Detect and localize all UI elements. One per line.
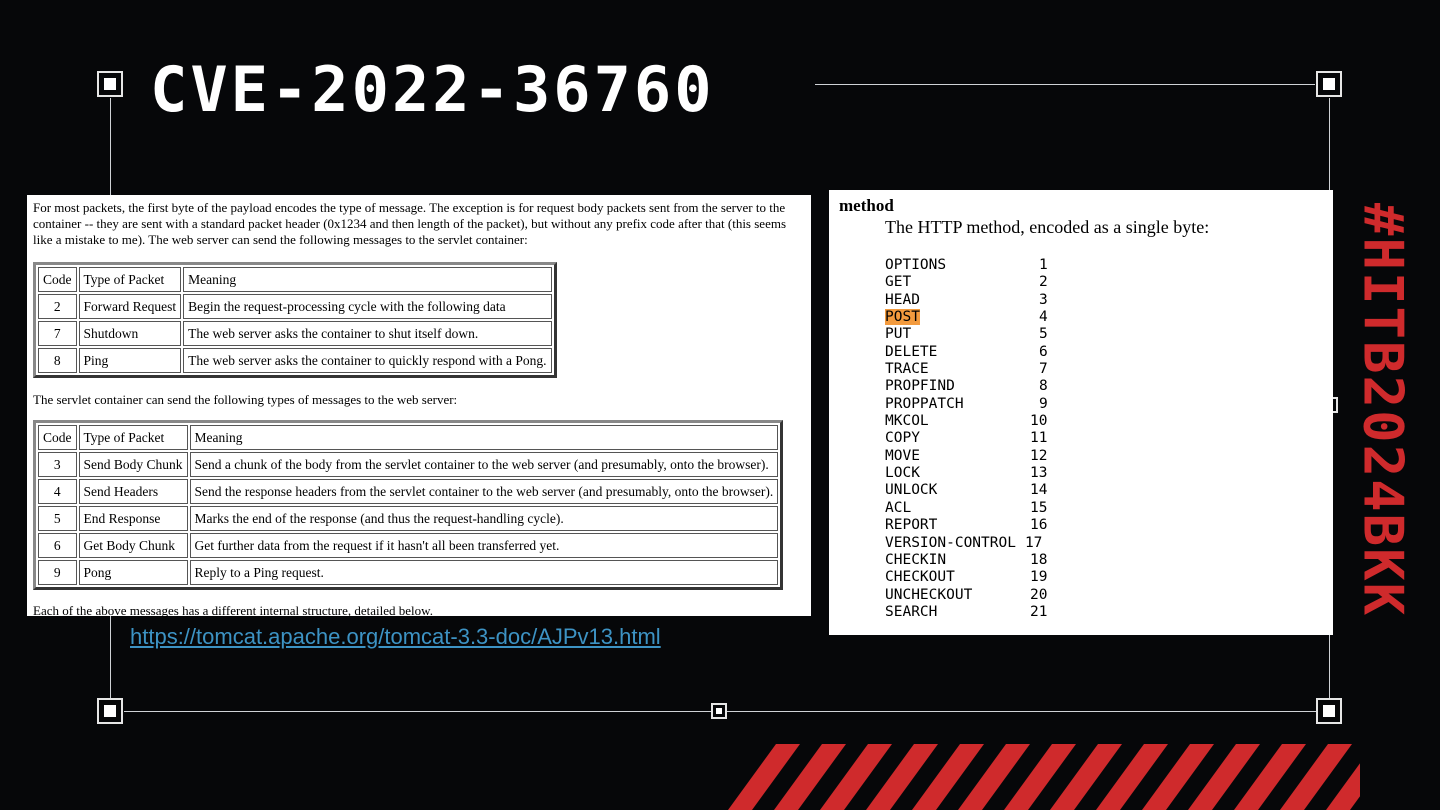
method-row	[885, 292, 1048, 309]
corner-marker-bottom-right	[1316, 698, 1342, 724]
method-name	[885, 274, 1030, 291]
method-code: 10	[1030, 413, 1048, 430]
method-code: 1	[1039, 257, 1048, 273]
method-row	[885, 257, 1048, 274]
method-name-text: DELETE	[885, 343, 938, 360]
method-row	[885, 396, 1048, 413]
method-row	[885, 500, 1048, 517]
cell-code: 3	[38, 452, 77, 477]
method-code: 6	[1039, 343, 1048, 360]
table-header-row	[38, 267, 552, 292]
method-name	[885, 569, 1030, 586]
cell-code: 7	[38, 321, 77, 346]
method-name-text: ACL	[885, 499, 912, 516]
method-code: 3	[1039, 291, 1048, 308]
method-name	[885, 552, 1030, 569]
ajp-doc-link[interactable]: https://tomcat.apache.org/tomcat-3.3-doc/AJPv13.html	[130, 624, 661, 649]
corner-marker-top-left	[97, 71, 123, 97]
cell-type: End Response	[79, 506, 188, 531]
method-name	[885, 482, 1030, 499]
method-row	[885, 309, 1048, 326]
hashtag-vertical	[1351, 150, 1415, 670]
method-row	[885, 587, 1048, 604]
method-name	[885, 587, 1030, 604]
method-code: 9	[1039, 395, 1048, 412]
frame-top-line	[815, 84, 1315, 85]
method-code: 17	[1024, 534, 1043, 551]
method-name-text: VERSION-CONTROL	[885, 534, 1016, 551]
method-code: 15	[1030, 499, 1048, 516]
method-name	[885, 500, 1030, 517]
red-stripes-decoration	[720, 744, 1360, 810]
method-code: 13	[1030, 465, 1048, 482]
method-name	[885, 378, 1030, 395]
cell-type: Pong	[79, 560, 188, 585]
ajp-doc-excerpt	[27, 195, 811, 616]
table-row	[38, 321, 552, 346]
method-code: 8	[1039, 378, 1048, 395]
cell-code: 9	[38, 560, 77, 585]
method-name	[885, 465, 1030, 482]
cell-code: 4	[38, 479, 77, 504]
cell-code: 2	[38, 294, 77, 319]
method-row	[885, 274, 1048, 291]
method-name-text: GET	[885, 274, 912, 291]
cell-meaning: Reply to a Ping request.	[190, 560, 779, 585]
col-header-type: Type of Packet	[79, 425, 188, 450]
cell-type: Shutdown	[79, 321, 182, 346]
method-name	[885, 604, 1030, 621]
method-row	[885, 448, 1048, 465]
method-code: 20	[1030, 586, 1048, 603]
col-header-code: Code	[38, 425, 77, 450]
cell-code: 8	[38, 348, 77, 373]
cell-type: Send Body Chunk	[79, 452, 188, 477]
cell-meaning: Get further data from the request if it hasn't all been transferred yet.	[190, 533, 779, 558]
method-name	[885, 535, 1016, 552]
method-name-text: UNLOCK	[885, 482, 938, 499]
method-row	[885, 569, 1048, 586]
method-code: 7	[1039, 361, 1048, 378]
cell-meaning: The web server asks the container to quickly respond with a Pong.	[183, 348, 551, 373]
cell-meaning: Send the response headers from the servlet container to the web server (and presumably, onto the browser).	[190, 479, 779, 504]
method-name	[885, 292, 1030, 309]
cell-meaning: Begin the request-processing cycle with the following data	[183, 294, 551, 319]
cell-type: Ping	[79, 348, 182, 373]
col-header-meaning: Meaning	[190, 425, 779, 450]
cell-meaning: The web server asks the container to shut itself down.	[183, 321, 551, 346]
table-row	[38, 479, 778, 504]
method-name-text: SEARCH	[885, 603, 938, 620]
method-code: 21	[1030, 603, 1048, 620]
method-code: 4	[1039, 309, 1048, 326]
slide-title: CVE-2022-36760	[150, 53, 715, 126]
cell-code: 6	[38, 533, 77, 558]
cell-meaning: Send a chunk of the body from the servlet container to the web server (and presumably, onto the browser).	[190, 452, 779, 477]
method-code: 16	[1030, 517, 1048, 534]
doc-footer-paragraph: Each of the above messages has a different internal structure, detailed below.	[33, 603, 433, 618]
table-row	[38, 560, 778, 585]
method-name	[885, 396, 1030, 413]
method-name	[885, 309, 1030, 326]
method-name-text: PUT	[885, 326, 912, 343]
bottom-mid-marker	[711, 703, 727, 719]
table-header-row	[38, 425, 778, 450]
method-name	[885, 344, 1030, 361]
corner-marker-top-right	[1316, 71, 1342, 97]
method-row	[885, 482, 1048, 499]
method-name	[885, 517, 1030, 534]
method-code: 19	[1030, 569, 1048, 586]
method-code: 2	[1039, 274, 1048, 291]
doc-intro-paragraph: For most packets, the first byte of the payload encodes the type of message. The exception is for request body packets sent from the server to the container -- they are sent with a standard packet header (0x1234 and then length of the packet), but without any prefix code after that (this seems like a mistake to me). The web server can send the following messages to the servlet container:	[33, 200, 787, 247]
table-row	[38, 348, 552, 373]
cell-code: 5	[38, 506, 77, 531]
method-name	[885, 413, 1030, 430]
method-name-text: PROPPATCH	[885, 395, 964, 412]
method-name-text: CHECKOUT	[885, 569, 955, 586]
corner-marker-bottom-left	[97, 698, 123, 724]
method-description: The HTTP method, encoded as a single byte:	[885, 217, 1210, 237]
method-name	[885, 326, 1030, 343]
server-to-container-table	[33, 262, 557, 378]
method-code: 12	[1030, 447, 1048, 464]
method-name-text: PROPFIND	[885, 378, 955, 395]
cell-type: Forward Request	[79, 294, 182, 319]
method-name-text: OPTIONS	[885, 257, 947, 273]
method-name-text: HEAD	[885, 291, 920, 308]
container-to-server-table	[33, 420, 783, 590]
method-row	[885, 517, 1048, 534]
cell-meaning: Marks the end of the response (and thus the request-handling cycle).	[190, 506, 779, 531]
method-row	[885, 465, 1048, 482]
method-row	[885, 604, 1048, 621]
method-row	[885, 535, 1048, 552]
method-heading: method	[839, 196, 894, 215]
method-name	[885, 448, 1030, 465]
method-row	[885, 378, 1048, 395]
method-name-highlight: POST	[885, 309, 920, 326]
method-row	[885, 413, 1048, 430]
method-code: 18	[1030, 551, 1048, 568]
doc-middle-paragraph: The servlet container can send the following types of messages to the web server:	[33, 392, 458, 407]
method-row	[885, 361, 1048, 378]
method-name	[885, 430, 1030, 447]
cell-type: Get Body Chunk	[79, 533, 188, 558]
table-row	[38, 452, 778, 477]
method-name-text: UNCHECKOUT	[885, 586, 973, 603]
method-row	[885, 430, 1048, 447]
table-row	[38, 533, 778, 558]
method-row	[885, 326, 1048, 343]
method-code: 5	[1039, 326, 1048, 343]
method-row	[885, 344, 1048, 361]
col-header-code: Code	[38, 267, 77, 292]
http-method-doc-excerpt	[829, 190, 1333, 635]
method-row	[885, 552, 1048, 569]
method-code-list	[885, 257, 1048, 621]
method-name-text: CHECKIN	[885, 551, 947, 568]
method-name	[885, 257, 1030, 274]
table-row	[38, 294, 552, 319]
method-name-text: MOVE	[885, 447, 920, 464]
col-header-type: Type of Packet	[79, 267, 182, 292]
method-name-text: TRACE	[885, 361, 929, 378]
col-header-meaning: Meaning	[183, 267, 551, 292]
method-name-text: MKCOL	[885, 413, 929, 430]
cell-type: Send Headers	[79, 479, 188, 504]
method-name	[885, 361, 1030, 378]
method-name-text: REPORT	[885, 517, 938, 534]
table-row	[38, 506, 778, 531]
method-name-text: COPY	[885, 430, 920, 447]
method-code: 14	[1030, 482, 1048, 499]
hashtag-text: #HITB2024BKK	[1351, 202, 1415, 618]
method-code: 11	[1030, 430, 1048, 447]
method-name-text: LOCK	[885, 465, 920, 482]
